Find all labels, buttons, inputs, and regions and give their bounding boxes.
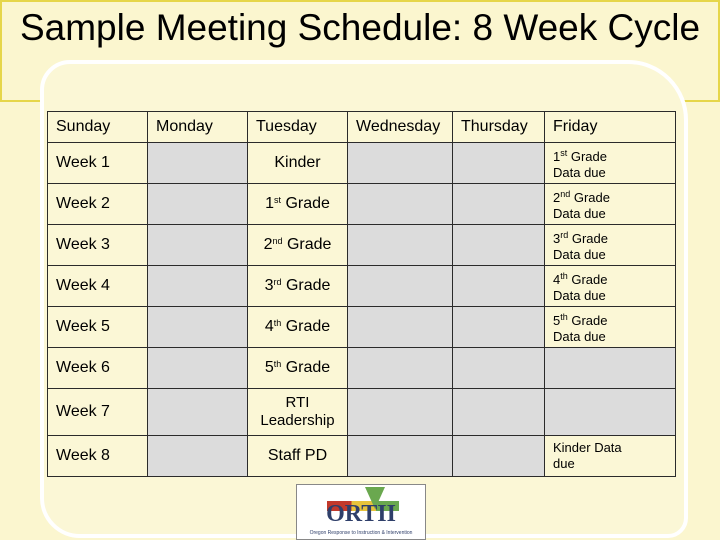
header-row	[48, 112, 676, 143]
header-thursday: Thursday	[453, 112, 545, 143]
wednesday-cell	[348, 184, 453, 225]
ortii-logo	[296, 484, 426, 540]
week-label: Week 4	[48, 266, 148, 307]
thursday-cell	[453, 143, 545, 184]
slide-title: Sample Meeting Schedule: 8 Week Cycle	[19, 7, 701, 48]
week-label: Week 5	[48, 307, 148, 348]
monday-cell	[148, 184, 248, 225]
wednesday-cell	[348, 307, 453, 348]
monday-cell	[148, 389, 248, 436]
tuesday-cell: Staff PD	[248, 436, 348, 477]
header-sunday: Sunday	[48, 112, 148, 143]
monday-cell	[148, 266, 248, 307]
tuesday-cell: Kinder	[248, 143, 348, 184]
week-label: Week 2	[48, 184, 148, 225]
thursday-cell	[453, 184, 545, 225]
friday-cell	[545, 389, 676, 436]
friday-cell: 3rd Grade Data due	[545, 225, 676, 266]
table-row	[48, 389, 676, 436]
wednesday-cell	[348, 143, 453, 184]
wednesday-cell	[348, 266, 453, 307]
week-label: Week 1	[48, 143, 148, 184]
week-label: Week 3	[48, 225, 148, 266]
table-row	[48, 307, 676, 348]
tuesday-cell: 1st Grade	[248, 184, 348, 225]
friday-cell: 4th Grade Data due	[545, 266, 676, 307]
table-row	[48, 266, 676, 307]
monday-cell	[148, 436, 248, 477]
thursday-cell	[453, 348, 545, 389]
wednesday-cell	[348, 436, 453, 477]
header-wednesday: Wednesday	[348, 112, 453, 143]
header-tuesday: Tuesday	[248, 112, 348, 143]
week-label: Week 6	[48, 348, 148, 389]
table-row	[48, 348, 676, 389]
table-row	[48, 143, 676, 184]
wednesday-cell	[348, 348, 453, 389]
thursday-cell	[453, 436, 545, 477]
header-friday: Friday	[545, 112, 676, 143]
thursday-cell	[453, 389, 545, 436]
logo-text: ORTII	[326, 501, 396, 527]
table-row	[48, 225, 676, 266]
header-monday: Monday	[148, 112, 248, 143]
monday-cell	[148, 348, 248, 389]
wednesday-cell	[348, 225, 453, 266]
tuesday-cell: 4th Grade	[248, 307, 348, 348]
tuesday-cell: RTI Leadership	[248, 389, 348, 436]
friday-cell: 2nd Grade Data due	[545, 184, 676, 225]
logo-tagline: Oregon Response to Instruction & Intervention	[309, 530, 413, 536]
week-label: Week 8	[48, 436, 148, 477]
friday-cell	[545, 348, 676, 389]
friday-cell: 5th Grade Data due	[545, 307, 676, 348]
table-row	[48, 436, 676, 477]
wednesday-cell	[348, 389, 453, 436]
monday-cell	[148, 225, 248, 266]
thursday-cell	[453, 225, 545, 266]
table-row	[48, 184, 676, 225]
friday-cell: Kinder Data due	[545, 436, 676, 477]
thursday-cell	[453, 266, 545, 307]
tuesday-cell: 3rd Grade	[248, 266, 348, 307]
thursday-cell	[453, 307, 545, 348]
tuesday-cell: 5th Grade	[248, 348, 348, 389]
monday-cell	[148, 143, 248, 184]
friday-cell: 1st Grade Data due	[545, 143, 676, 184]
week-label: Week 7	[48, 389, 148, 436]
tuesday-cell: 2nd Grade	[248, 225, 348, 266]
monday-cell	[148, 307, 248, 348]
schedule-table	[47, 111, 676, 477]
